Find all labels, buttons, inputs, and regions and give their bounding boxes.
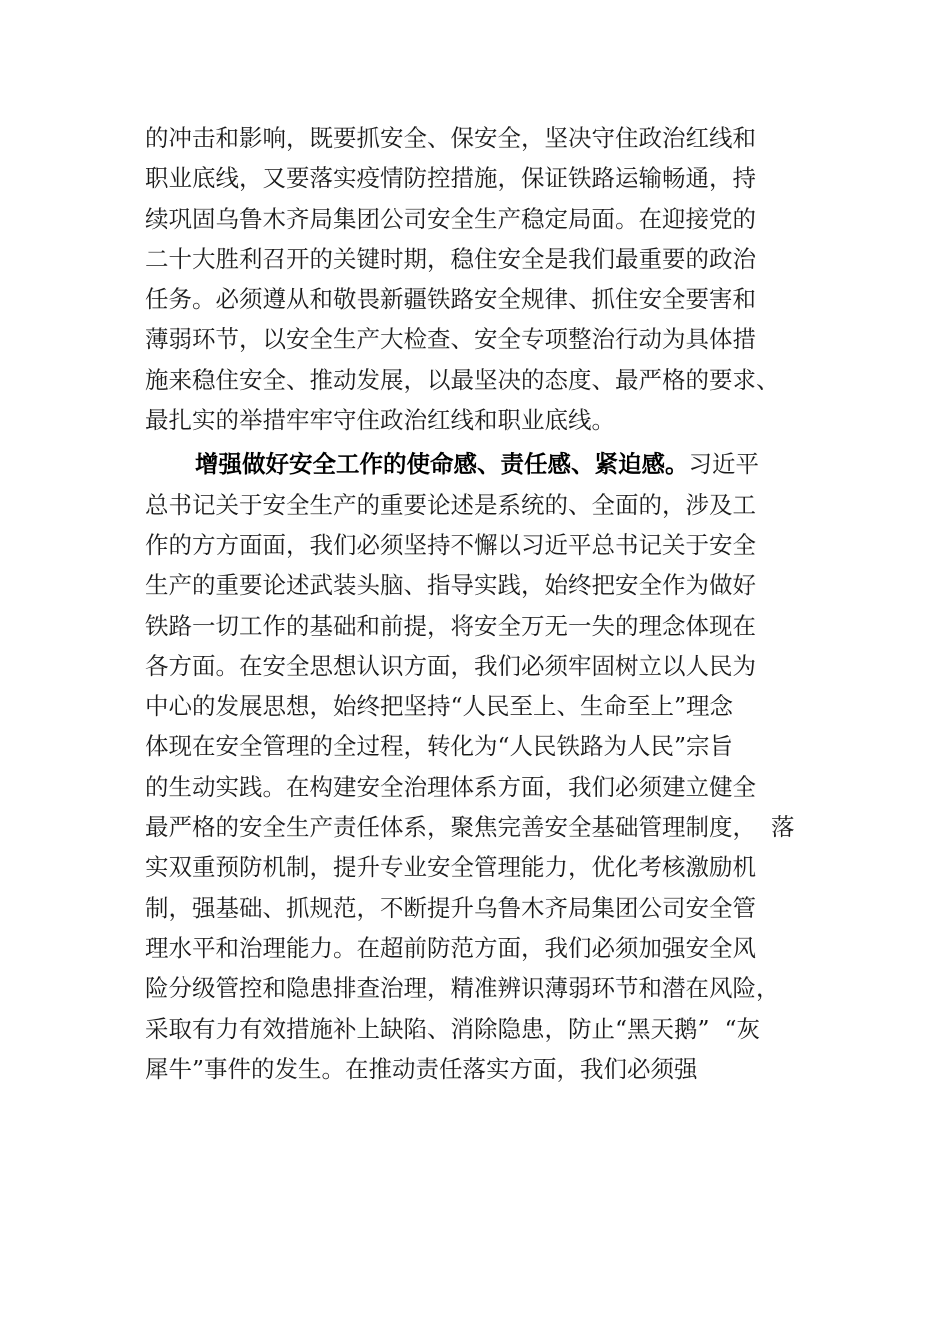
text-line: 职业底线，又要落实疫情防控措施，保证铁路运输畅通，持 bbox=[145, 164, 756, 193]
text-line: 采取有力有效措施补上缺陷、消除隐患，防止“黑天鹅” “灰 bbox=[145, 1014, 760, 1043]
text-line: 续巩固乌鲁木齐局集团公司安全生产稳定局面。在迎接党的 bbox=[145, 204, 756, 233]
text-line: 二十大胜利召开的关键时期，稳住安全是我们最重要的政治 bbox=[145, 244, 756, 273]
paragraph-first-line bbox=[145, 444, 825, 484]
text-line: 险分级管控和隐患排查治理，精准辨识薄弱环节和潜在风险， bbox=[145, 974, 780, 1003]
text-line: 体现在安全管理的全过程，转化为“人民铁路为人民”宗旨 bbox=[145, 732, 734, 761]
text-line: 最扎实的举措牢牢守住政治红线和职业底线。 bbox=[145, 406, 615, 435]
text-line: 的生动实践。在构建安全治理体系方面，我们必须建立健全 bbox=[145, 772, 756, 801]
text-line: 实双重预防机制，提升专业安全管理能力，优化考核激励机 bbox=[145, 853, 756, 882]
text-line: 任务。必须遵从和敬畏新疆铁路安全规律、抓住安全要害和 bbox=[145, 285, 756, 314]
text-line: 生产的重要论述武装头脑、指导实践，始终把安全作为做好 bbox=[145, 571, 756, 600]
text-line: 施来稳住安全、推动发展，以最坚决的态度、最严格的要求、 bbox=[145, 365, 780, 394]
section-heading: 增强做好安全工作的使命感、责任感、紧迫感。 bbox=[195, 450, 689, 479]
text-line: 最严格的安全生产责任体系，聚焦完善安全基础管理制度， 落 bbox=[145, 813, 795, 842]
text-line: 铁路一切工作的基础和前提，将安全万无一失的理念体现在 bbox=[145, 611, 756, 640]
text-line: 犀牛”事件的发生。在推动责任落实方面，我们必须强 bbox=[145, 1054, 698, 1083]
text-line: 制，强基础、抓规范，不断提升乌鲁木齐局集团公司安全管 bbox=[145, 893, 756, 922]
body-text bbox=[145, 118, 825, 1089]
text-line: 总书记关于安全生产的重要论述是系统的、全面的，涉及工 bbox=[145, 490, 756, 519]
text-line: 理水平和治理能力。在超前防范方面，我们必须加强安全风 bbox=[145, 933, 756, 962]
text-line: 作的方方面面，我们必须坚持不懈以习近平总书记关于安全 bbox=[145, 530, 756, 559]
text-run: 习近平 bbox=[688, 450, 759, 479]
text-line: 各方面。在安全思想认识方面，我们必须牢固树立以人民为 bbox=[145, 651, 756, 680]
text-line: 的冲击和影响，既要抓安全、保安全，坚决守住政治红线和 bbox=[145, 124, 756, 152]
text-line: 薄弱环节，以安全生产大检查、安全专项整治行动为具体措 bbox=[145, 325, 756, 354]
text-line: 中心的发展思想，始终把坚持“人民至上、生命至上”理念 bbox=[145, 692, 734, 721]
